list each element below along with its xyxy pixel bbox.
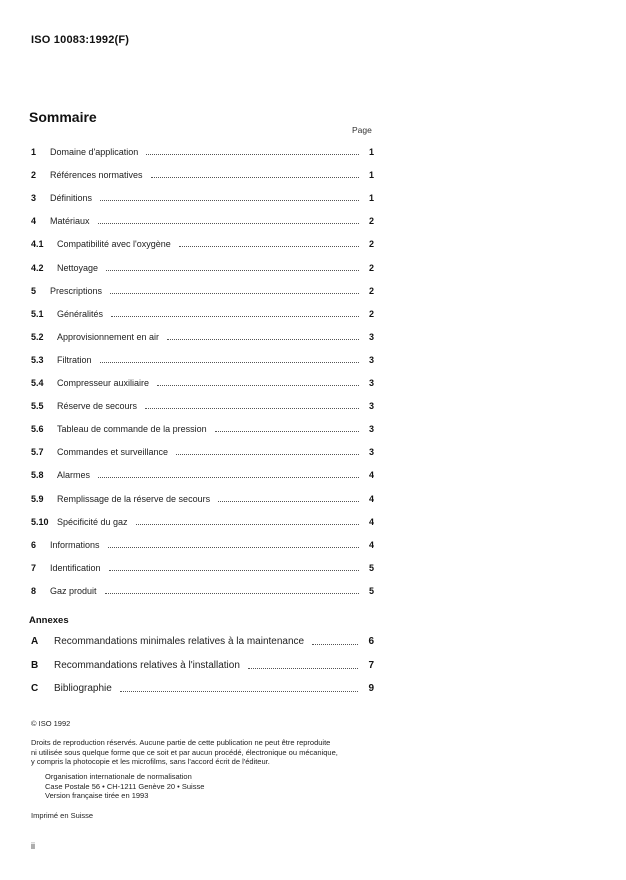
entry-number: A xyxy=(31,636,39,647)
toc-entry[interactable] xyxy=(31,563,374,577)
entry-number: 5.10 xyxy=(31,516,49,527)
entry-page-number: 2 xyxy=(368,285,374,296)
entry-page-number: 3 xyxy=(368,447,374,458)
document-reference: ISO 10083:1992(F) xyxy=(31,34,130,46)
copyright-notice: © ISO 1992 xyxy=(31,719,71,728)
dot-leader xyxy=(110,293,359,294)
toc-entry[interactable] xyxy=(31,586,374,600)
toc-entry[interactable] xyxy=(31,216,374,230)
entry-label: Définitions xyxy=(50,193,93,204)
toc-entry[interactable] xyxy=(31,309,374,323)
annex-entry[interactable] xyxy=(31,636,374,651)
entry-page-number: 2 xyxy=(368,239,374,250)
dot-leader xyxy=(167,339,359,340)
dot-leader xyxy=(176,454,359,455)
entry-number: 5.6 xyxy=(31,424,44,435)
entry-label: Recommandations minimales relatives à la maintenance xyxy=(54,636,305,647)
entry-label: Nettoyage xyxy=(57,262,99,273)
toc-entry[interactable] xyxy=(31,355,374,369)
toc-entry[interactable] xyxy=(31,378,374,392)
dot-leader xyxy=(312,644,358,645)
entry-label: Approvisionnement en air xyxy=(57,331,160,342)
entry-number: 5.4 xyxy=(31,378,44,388)
entry-page-number: 7 xyxy=(368,659,374,671)
entry-page-number: 9 xyxy=(368,683,374,694)
entry-page-number: 2 xyxy=(368,308,374,319)
annexes-heading: Annexes xyxy=(29,615,69,626)
printed-in: Imprimé en Suisse xyxy=(31,811,94,820)
entry-label: Références normatives xyxy=(50,170,143,181)
toc-entry[interactable] xyxy=(31,540,374,554)
entry-number: 7 xyxy=(31,562,37,573)
page-title: Sommaire xyxy=(29,109,97,125)
toc-entry[interactable] xyxy=(31,170,374,184)
entry-page-number: 6 xyxy=(368,636,374,647)
entry-label: Prescriptions xyxy=(50,285,103,296)
dot-leader xyxy=(111,316,359,317)
toc-entry[interactable] xyxy=(31,239,374,253)
dot-leader xyxy=(146,154,359,155)
entry-label: Identification xyxy=(50,562,101,573)
entry-label: Spécificité du gaz xyxy=(57,516,128,527)
toc-entry[interactable] xyxy=(31,517,374,531)
dot-leader xyxy=(106,270,359,271)
entry-label: Matériaux xyxy=(50,216,90,227)
entry-label: Filtration xyxy=(57,354,92,365)
org-line: Version française tirée en 1993 xyxy=(45,791,149,800)
entry-label: Alarmes xyxy=(57,470,91,481)
entry-number: 1 xyxy=(31,147,37,157)
dot-leader xyxy=(98,477,359,478)
entry-page-number: 2 xyxy=(368,262,374,273)
dot-leader xyxy=(157,385,359,386)
entry-number: B xyxy=(31,659,39,671)
footer-page-number: ii xyxy=(31,841,35,851)
toc-entry[interactable] xyxy=(31,401,374,415)
entry-page-number: 3 xyxy=(368,424,374,435)
annex-entry[interactable] xyxy=(31,683,374,698)
org-line: Organisation internationale de normalisation xyxy=(45,772,192,781)
entry-page-number: 4 xyxy=(368,470,374,481)
toc-entry[interactable] xyxy=(31,332,374,346)
entry-number: 5.1 xyxy=(31,308,44,319)
entry-label: Généralités xyxy=(57,308,104,319)
entry-number: 5.3 xyxy=(31,354,44,365)
entry-page-number: 2 xyxy=(368,216,374,227)
dot-leader xyxy=(215,431,359,432)
annex-entry[interactable] xyxy=(31,660,374,675)
dot-leader xyxy=(98,223,359,224)
rights-line: y compris la photocopie et les microfilms, sans l'accord écrit de l'éditeur. xyxy=(31,757,270,766)
entry-number: C xyxy=(31,683,39,694)
entry-number: 4.1 xyxy=(31,239,44,250)
dot-leader xyxy=(108,547,359,548)
entry-page-number: 1 xyxy=(368,170,374,181)
entry-page-number: 3 xyxy=(368,401,374,412)
dot-leader xyxy=(145,408,359,409)
org-line: Case Postale 56 • CH-1211 Genève 20 • Suisse xyxy=(45,781,205,791)
entry-page-number: 4 xyxy=(368,493,374,504)
dot-leader xyxy=(105,593,359,594)
rights-notice xyxy=(31,738,376,767)
entry-label: Compresseur auxiliaire xyxy=(57,378,150,388)
toc-entry[interactable] xyxy=(31,447,374,461)
entry-page-number: 4 xyxy=(368,539,374,550)
toc-entry[interactable] xyxy=(31,286,374,300)
dot-leader xyxy=(109,570,359,571)
rights-line: ni utilisée sous quelque forme que ce soit et par aucun procédé, électronique ou mécanique, xyxy=(31,747,338,757)
toc-entry[interactable] xyxy=(31,147,374,161)
dot-leader xyxy=(120,691,358,692)
toc-entry[interactable] xyxy=(31,193,374,207)
dot-leader xyxy=(179,246,359,247)
entry-label: Bibliographie xyxy=(54,683,112,694)
entry-number: 5.9 xyxy=(31,493,44,504)
entry-page-number: 3 xyxy=(368,354,374,365)
dot-leader xyxy=(218,501,359,502)
entry-number: 5.5 xyxy=(31,401,44,412)
toc-entry[interactable] xyxy=(31,263,374,277)
entry-label: Informations xyxy=(50,539,100,550)
entry-page-number: 1 xyxy=(368,147,374,157)
entry-label: Recommandations relatives à l'installation xyxy=(54,659,240,671)
entry-page-number: 4 xyxy=(368,516,374,527)
dot-leader xyxy=(151,177,359,178)
rights-line: Droits de reproduction réservés. Aucune partie de cette publication ne peut être reproduite xyxy=(31,738,331,747)
organization-address xyxy=(45,772,204,801)
toc-entry[interactable] xyxy=(31,470,374,484)
entry-number: 4 xyxy=(31,216,37,227)
entry-page-number: 3 xyxy=(368,331,374,342)
toc-entry[interactable] xyxy=(31,494,374,508)
entry-number: 4.2 xyxy=(31,262,44,273)
entry-label: Remplissage de la réserve de secours xyxy=(57,493,211,504)
entry-label: Domaine d'application xyxy=(50,147,139,157)
entry-number: 5.8 xyxy=(31,470,44,481)
dot-leader xyxy=(100,200,359,201)
dot-leader xyxy=(100,362,359,363)
entry-label: Compatibilité avec l'oxygène xyxy=(57,239,171,250)
dot-leader xyxy=(136,524,359,525)
entry-number: 6 xyxy=(31,539,37,550)
entry-label: Tableau de commande de la pression xyxy=(57,424,207,435)
entry-page-number: 5 xyxy=(368,585,374,596)
entry-number: 5 xyxy=(31,285,37,296)
entry-label: Gaz produit xyxy=(50,585,97,596)
entry-page-number: 3 xyxy=(368,378,374,388)
toc-entry[interactable] xyxy=(31,424,374,438)
entry-label: Commandes et surveillance xyxy=(57,447,169,458)
page-column-label: Page xyxy=(352,125,372,135)
entry-page-number: 1 xyxy=(368,193,374,204)
entry-number: 2 xyxy=(31,170,37,181)
entry-number: 8 xyxy=(31,585,37,596)
entry-label: Réserve de secours xyxy=(57,401,138,412)
entry-page-number: 5 xyxy=(368,562,374,573)
entry-number: 3 xyxy=(31,193,37,204)
entry-number: 5.2 xyxy=(31,331,44,342)
dot-leader xyxy=(248,668,358,669)
entry-number: 5.7 xyxy=(31,447,44,458)
